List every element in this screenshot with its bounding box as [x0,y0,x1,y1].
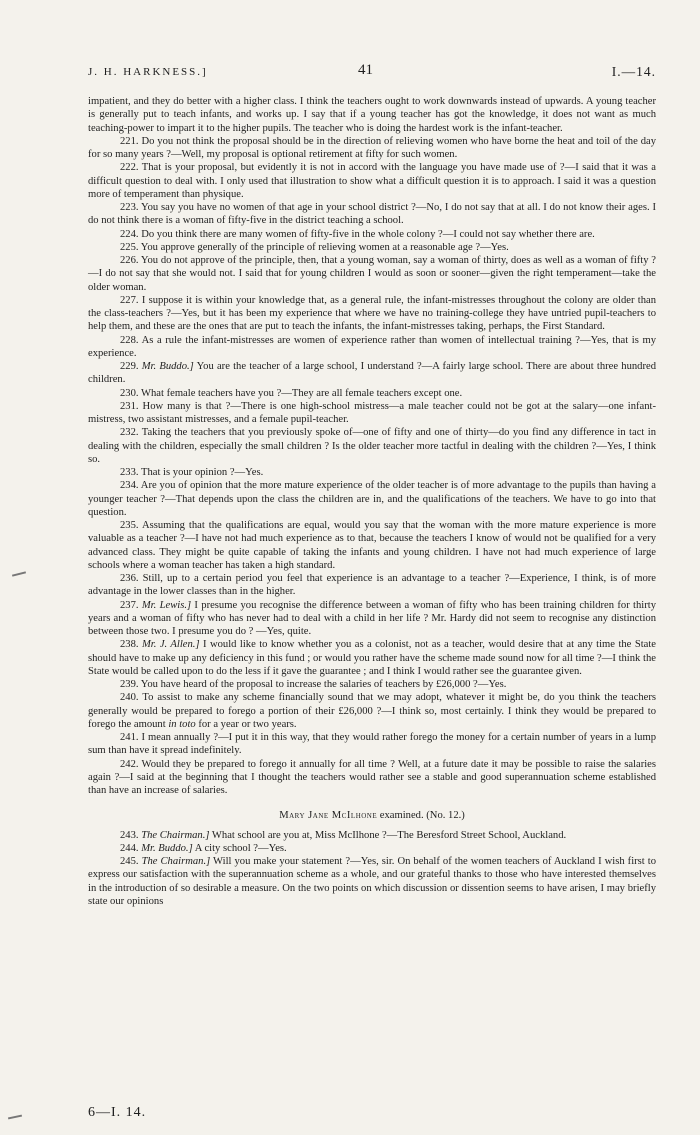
paragraph [88,855,656,908]
question-number: 238. [120,639,142,651]
margin-mark [12,571,26,576]
question-text: for a year or two years. [195,718,297,730]
question-text: What school are you at, Miss McIlhone ?—The Beresford Street School, Auckland. [209,829,567,841]
paper-reference: I.—14. [611,64,656,79]
question-text: You are the teacher of a large school, I understand ?—A fairly large school. There are about three hundred children. [88,361,656,386]
witness-heading [88,809,656,822]
latin-phrase: in toto [168,718,196,730]
paragraph: 230. What female teachers have you ?—They are all female teachers except one. [120,387,463,399]
paragraph: 225. You approve generally of the principle of relieving women at a reasonable age ?—Yes. [120,241,509,253]
header-witness: J. H. HARKNESS.] [88,66,208,78]
paragraph: 241. I mean annually ?—I put it in this way, that they would rather forego the money for a certain number of years in a lump sum than have it spread indefinitely. [88,732,656,757]
paragraph: 228. As a rule the infant-mistresses are women of experience rather than women of intellectual training ?—Yes, that is my experience. [88,334,656,359]
paragraph [88,599,656,639]
paragraph [88,829,656,842]
paragraph: 232. Taking the teachers that you previously spoke of—one of fifty and one of thirty—do you find any difference in tact in dealing with the children, especially the small children ? Is the older teacher more tactful in dealing with the children ?—Yes, I think so. [88,427,656,465]
paragraph: 242. Would they be prepared to forego it annually for all time ? Well, at a future date it may be possible to raise the salaries again ?—I said at the beginning that I thought the teachers would rather see a stable and good superannuation scheme established than have an increase of salaries. [88,758,656,796]
paragraph: 234. Are you of opinion that the more mature experience of the older teacher is of more advantage to the pupils than having a younger teacher ?—That depends upon the class the children are in, and the qualifications of the teachers. We have to go into that question. [88,480,656,518]
paragraph: 233. That is your opinion ?—Yes. [120,467,264,478]
paragraph: 223. You say you have no women of that age in your school district ?—No, I do not say that at all. I do not know their ages. I do not think there is a woman of fifty-five in the district teaching a school. [88,202,656,227]
paragraph: 227. I suppose it is within your knowledge that, as a general rule, the infant-mistresses throughout the colony are older than the class-teachers ?—Yes, but it has been my experience that where we have no training-college they have untried pupil-teachers to help them, and these are the ones that are put to teach the infants, the infant-mistresses taking, perhaps, the First Standard. [88,294,656,333]
question-number: 243. [120,829,142,841]
margin-mark [8,1115,22,1120]
paragraph: 226. You do not approve of the principle, then, that a young woman, say a woman of thirty, does as well as a woman of fifty ?—I do not say that she would not. I said that for young children I would as soon or sooner—given the right temperament—take the older woman. [88,255,656,293]
paragraph [88,842,656,855]
paragraph [88,638,656,678]
question-number: 245. [120,856,142,867]
witness-name: Mary Jane McIlhone [279,810,378,822]
paragraph: 235. Assuming that the qualifications are equal, would you say that the woman with the more mature experience is more valuable as a teacher ?—I have not had much experience as to that, because the teachers I know of would not be qualified for a very advanced class. They might be quite capable of taking the infants and young children. I have not had much experience of large schools where a woman teacher has taken a high standard. [88,520,656,571]
paragraph: 231. How many is that ?—There is one high-school mistress—a male teacher could not be got at the salary—one infant-mistress, two assistant mistresses, and a female pupil-teacher. [88,400,656,425]
paragraph: 222. That is your proposal, but evidently it is not in accord with the language you have made use of ?—I said that it was a difficult question to deal with. I only used that illustration to show what a difficult question it is to approach. I said it was a question more of temperament than physique. [88,162,656,200]
paragraph: 239. You have heard of the proposal to increase the salaries of teachers by £26,000 ?—Yes. [120,679,507,690]
question-text: A city school ?—Yes. [192,842,287,854]
witness-heading-rest: examined. (No. 12.) [377,810,465,822]
question-text: 240. To assist to make any scheme financially sound that we may adopt, whatever it might be, do you think the teachers generally would be prepared to forego a portion of their £26,000 ?—I think so, most certainly. I think they would be prepared to forego the amount [88,692,656,730]
speaker: The Chairman.] [141,829,210,841]
question-text: I presume you recognise the difference between a woman of fifty who has been training children for thirty years and a woman of fifty who has never had to deal with a child in her life ? Mr. Hardy did not seem to recognise any distinction between those two. I presume you do ? —Yes, quite. [88,599,656,637]
speaker: Mr. Buddo.] [141,361,194,372]
paragraph [88,691,656,731]
paragraph: 221. Do you not think the proposal should be in the direction of relieving women who have borne the heat and toil of the day for so many years ?—Well, my proposal is optional retirement at fifty for such women. [88,135,656,160]
speaker: Mr. J. Allen.] [141,639,200,651]
signature-mark: 6—I. 14. [88,1105,147,1120]
question-text: Will you make your statement ?—Yes, sir. On behalf of the women teachers of Auckland I wish first to express our satisfaction with the superannuation scheme as a whole, and our grateful thanks to those who have interested themselves in the introduction of so desirable a measure. On the two points on which discussion or dissention seems to have arisen, I may briefly state our opinions [88,856,657,907]
speaker: The Chairman.] [141,856,211,867]
page-header [88,62,656,82]
paragraph: 236. Still, up to a certain period you feel that experience is an advantage to a teacher ?—Experience, I think, is of more advantage in the lower classes than in the higher. [88,573,656,598]
page-number: 41 [358,62,373,78]
body-text [88,95,656,908]
paragraph: impatient, and they do better with a higher class. I think the teachers ought to work downwards instead of upwards. A young teacher is generally put to teach infants, and works up. I say that if a young teacher has got the knowledge, it does not want as much teaching-power to impart it to the higher pupils. The teacher who is doing the hardest work is the infant-teacher. [88,96,656,134]
question-number: 244. [120,842,142,854]
speaker: Mr. Buddo.] [141,842,193,854]
paragraph: 224. Do you think there are many women of fifty-five in the whole colony ?—I could not say whether there are. [120,228,595,240]
paragraph [88,360,656,387]
question-text: I would like to know whether you as a colonist, not as a teacher, would desire that at any time the State should have to make up any deficiency in this fund ; or would you rather have the scheme made sound now for all time ?—I think the State would be called upon to do the less if it gave the guarantee ; and I think I would rather see the guarantee given. [88,639,657,677]
question-number: 229. [120,361,142,372]
speaker: Mr. Lewis.] [141,599,192,611]
question-number: 237. [120,599,142,611]
